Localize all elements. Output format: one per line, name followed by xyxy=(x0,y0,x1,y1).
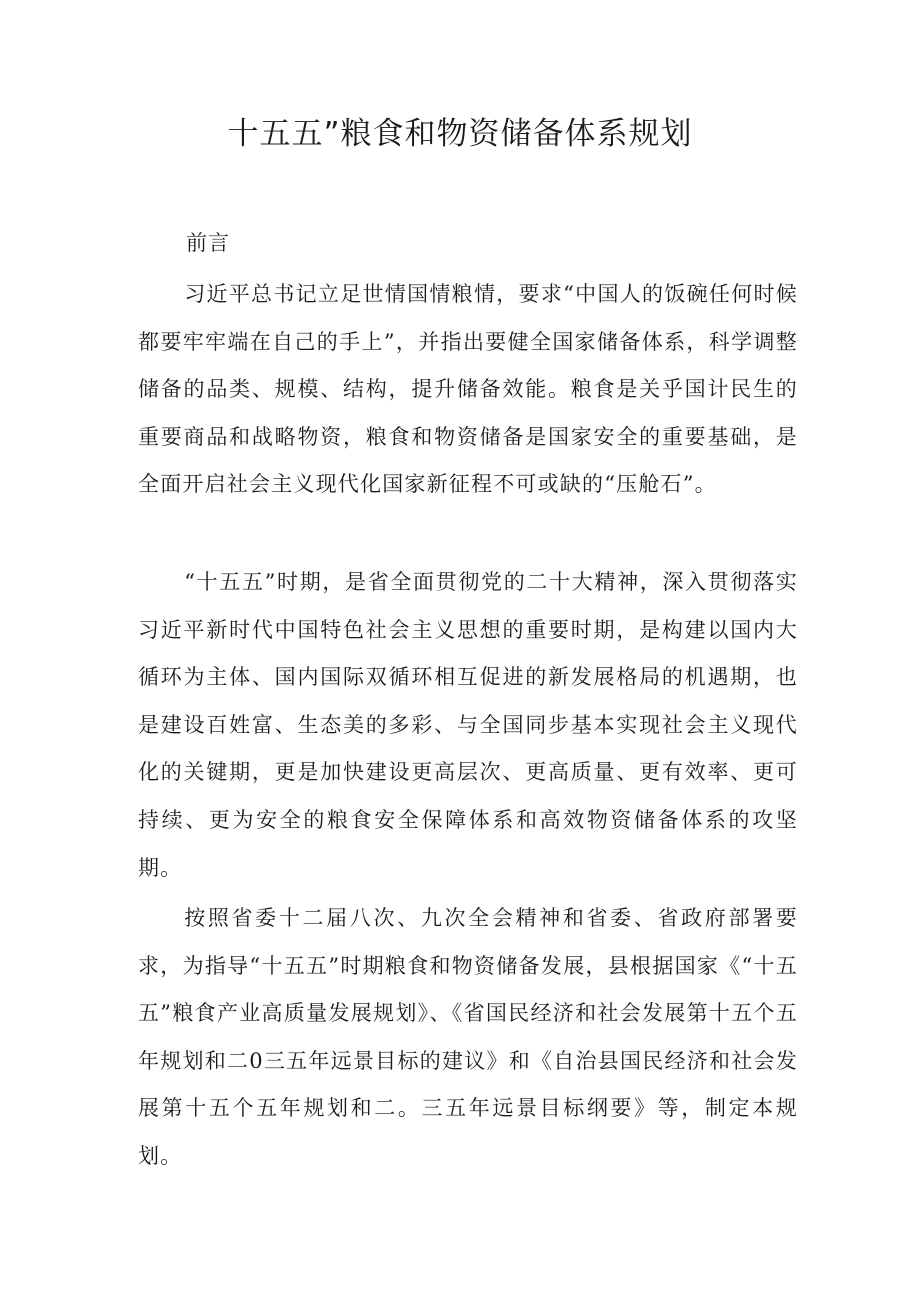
paragraph-3 xyxy=(138,895,798,1181)
paragraph-text: 习近平总书记立足世情国情粮情，要求“中国人的饭碗任何时候都要牢牢端在自己的手上”，并指出要健全国家储备体系，科学调整储备的品类、规模、结构，提升储备效能。粮食是关乎国计民生的重要商品和战略物资，粮食和物资储备是国家安全的重要基础，是全面开启社会主义现代化国家新征程不可或缺的“压舱石”。 xyxy=(138,282,798,497)
paragraph-text: 按照省委十二届八次、九次全会精神和省委、省政府部署要求，为指导“十五五”时期粮食和物资储备发展，县根据国家《“十五五”粮食产业高质量发展规划》、《省国民经济和社会发展第十五个五年规划和二0三五年远景目标的建议》和《自治县国民经济和社会发展第十五个五年规划和二。三五年远景目标纲要》等，制定本规划。 xyxy=(138,906,798,1168)
document-title: 十五五”粮食和物资储备体系规划 xyxy=(227,116,693,152)
preface-heading: 前言 xyxy=(186,231,230,255)
paragraph-1 xyxy=(138,271,798,509)
paragraph-text: “十五五”时期，是省全面贯彻党的二十大精神，深入贯彻落实习近平新时代中国特色社会主义思想的重要时期，是构建以国内大循环为主体、国内国际双循环相互促进的新发展格局的机遇期，也是建设百姓富、生态美的多彩、与全国同步基本实现社会主义现代化的关键期，更是加快建设更高层次、更高质量、更有效率、更可持续、更为安全的粮食安全保障体系和高效物资储备体系的攻坚期。 xyxy=(138,570,798,880)
paragraph-2 xyxy=(138,559,798,892)
